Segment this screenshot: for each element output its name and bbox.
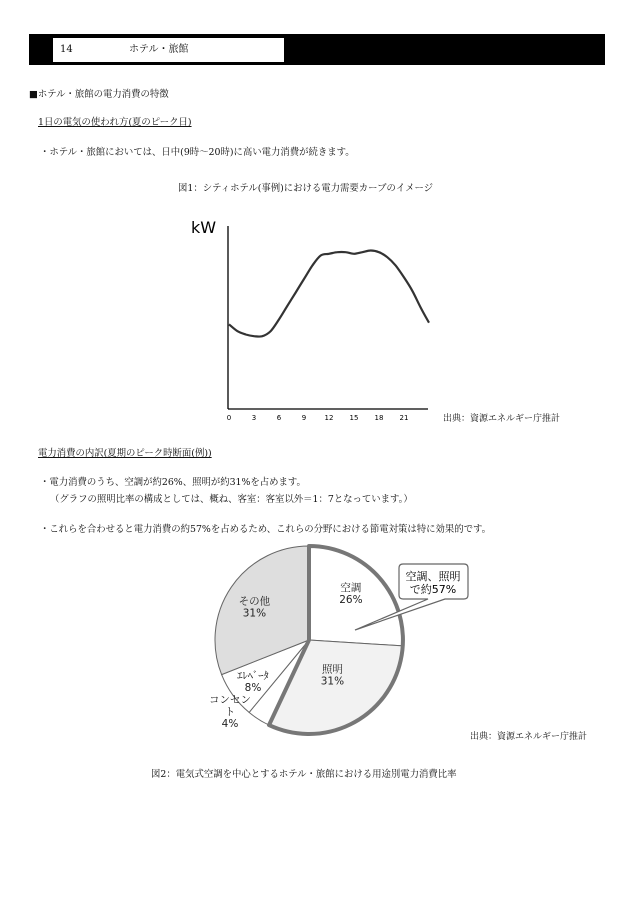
pie-slice-value: 8% xyxy=(244,682,262,694)
pie-slice-name: 空調 xyxy=(340,581,362,594)
pie-slice-value: 4% xyxy=(221,718,239,730)
figure2-source: 出典：資源エネルギー庁推計 xyxy=(470,732,588,742)
pie-slice-value: 31% xyxy=(242,607,267,620)
pie-slice-value: 26% xyxy=(339,593,363,606)
y-axis-label: kW xyxy=(191,218,217,237)
pie-slice-name: その他 xyxy=(238,595,271,608)
sub-heading-daily-usage: 1日の電気の使われ方(夏のピーク日) xyxy=(38,117,192,128)
x-tick-label: 6 xyxy=(276,414,282,422)
x-tick-label: 0 xyxy=(226,414,232,422)
x-tick-label: 18 xyxy=(374,414,384,422)
sub-heading-breakdown: 電力消費の内訳(夏期のピーク時断面(例)) xyxy=(38,448,212,459)
pie-chart xyxy=(209,546,403,734)
figure2-caption: 図2：電気式空調を中心とするホテル・旅館における用途別電力消費比率 xyxy=(151,769,457,780)
x-tick-label: 9 xyxy=(301,414,307,422)
pie-slice-name-cont: ト xyxy=(224,706,236,718)
section-title: ■ホテル・旅館の電力消費の特徴 xyxy=(29,89,169,100)
page-number: 14 xyxy=(60,44,73,55)
breakdown-bullet-2: ・これらを合わせると電力消費の約57%を占めるため、これらの分野における節電対策は特に効果的です。 xyxy=(40,524,491,535)
daily-usage-bullet: ・ホテル・旅館においては、日中(9時〜20時)に高い電力消費が続きます。 xyxy=(40,147,355,158)
x-tick-label: 3 xyxy=(251,414,257,422)
pie-slice-name: 照明 xyxy=(321,663,343,676)
demand-curve xyxy=(229,251,429,337)
pie-slice-name: コンセン xyxy=(209,694,251,706)
breakdown-note: （グラフの照明比率の構成としては、概ね、客室：客室以外＝1：7となっています。） xyxy=(50,494,413,505)
x-tick-label: 15 xyxy=(349,414,359,422)
callout-line-2: で約57% xyxy=(409,583,457,596)
callout-line-1: 空調、照明 xyxy=(405,570,461,583)
figure1-caption: 図1：シティホテル(事例)における電力需要カーブのイメージ xyxy=(178,183,434,194)
x-tick-labels xyxy=(227,414,409,422)
breakdown-bullet-1: ・電力消費のうち、空調が約26%、照明が約31%を占めます。 xyxy=(40,477,306,488)
x-tick-label: 21 xyxy=(399,414,409,422)
figure1-source: 出典：資源エネルギー庁推計 xyxy=(443,414,561,424)
x-tick-label: 12 xyxy=(324,414,334,422)
header-title: ホテル・旅館 xyxy=(129,44,189,55)
line-chart xyxy=(191,218,429,422)
pie-slice-value: 31% xyxy=(320,675,345,688)
pie-slice-name: ｴﾚﾍﾞｰﾀ xyxy=(237,670,269,682)
